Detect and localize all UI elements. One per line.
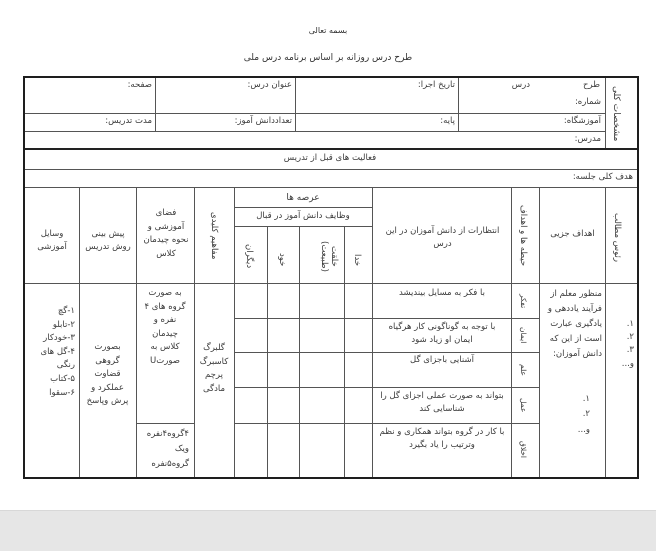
divider: [234, 207, 372, 208]
divider: [25, 148, 637, 150]
partial-goals-text: منظور معلم از فرآیند یاددهی و یادگیری عبارت است از این که دانش آموزان:: [547, 289, 602, 359]
key-concepts: [195, 342, 233, 396]
concept-item: پرچم: [205, 370, 223, 381]
execution-date-label: تاریخ اجرا:: [417, 80, 455, 90]
header-arena-others: دیگران: [244, 243, 254, 269]
divider: [234, 352, 539, 353]
header-domains-goals: حیطه ها و اهداف: [518, 205, 528, 267]
space-line: گروه۵نفره: [151, 458, 189, 469]
bismillah-heading: بسمه تعالی: [308, 26, 348, 35]
number-label: شماره:: [574, 97, 601, 107]
divider: [25, 131, 605, 132]
tool-item: ۳-خودکار: [43, 333, 75, 344]
grade-label: پایه:: [440, 116, 455, 126]
school-label: آموزشگاه:: [563, 116, 601, 126]
header-arena-self: خود: [277, 253, 287, 267]
topic-item: و...: [621, 358, 634, 369]
tool-item: ۲-تابلو: [52, 319, 75, 330]
divider: [458, 78, 459, 131]
divider: [234, 423, 539, 424]
page-title: طرح درس روزانه بر اساس برنامه درس ملی: [243, 53, 413, 63]
goal-item: ۲.: [582, 409, 590, 420]
header-key-concepts: مفاهیم کلیدی: [209, 212, 219, 260]
header-duties: وظایف دانش آموز در قبال: [256, 211, 350, 221]
divider: [234, 387, 539, 388]
method-line: قضاوت: [94, 369, 121, 380]
divider: [234, 318, 539, 319]
teacher-label: مدرس:: [574, 134, 601, 144]
divider: [295, 78, 296, 131]
session-goal-label: هدف کلی جلسه:: [572, 172, 633, 182]
space-line: چیدمان: [152, 328, 178, 339]
header-partial-goals: اهداف جزیی: [550, 229, 595, 239]
domain-action: عمل: [519, 397, 528, 413]
concept-item: مادگی: [202, 383, 226, 394]
concept-item: گلبرگ: [203, 343, 225, 353]
divider: [155, 78, 156, 131]
space-line: کلاس به: [150, 342, 180, 353]
method-line: پرش وپاسخ: [86, 396, 129, 407]
pre-teaching-activities-title: فعالیت های قبل از تدریس: [283, 153, 377, 163]
expectation-row-1: با فکر به مسایل بیندیشد: [398, 288, 486, 298]
topic-item: ۲.: [626, 332, 634, 343]
divider: [511, 187, 512, 477]
domain-faith: ایمان: [519, 326, 528, 344]
tool-item: ۶-سقوا: [49, 387, 75, 398]
divider: [25, 283, 637, 284]
page-label: صفحه:: [127, 80, 152, 90]
teaching-duration-label: مدت تدریس:: [105, 116, 152, 126]
header-arena-god: خدا: [352, 253, 362, 267]
partial-goals-list: [560, 392, 590, 438]
expectation-row-2: با توجه به گوناگونی کار هرگیاه ایمان او زیاد شود: [388, 322, 496, 345]
divider: [136, 423, 194, 424]
domain-knowledge: علم: [519, 364, 528, 376]
method-line: گروهی: [95, 355, 120, 366]
expectation-row-4: بتواند به صورت عملی اجزای گل را شناسایی کند: [380, 391, 504, 414]
concept-item: کاسبرگ: [199, 356, 229, 367]
divider: [194, 187, 195, 477]
topic-item: ۳.: [626, 345, 634, 356]
space-line: صورتU: [150, 355, 180, 366]
tool-item: ۴-گل های: [40, 346, 75, 357]
domain-ethics: اخلاق: [519, 441, 528, 459]
topic-item: ۱.: [626, 319, 634, 329]
header-space: فضای آموزشی و نحوه چیدمان کلاس: [143, 208, 189, 259]
divider: [605, 78, 606, 149]
space-line: نفره و: [153, 315, 177, 326]
space-line: ۴گروه۴نفره: [146, 429, 189, 439]
method-line: بصورت: [94, 342, 121, 352]
expectation-row-3: آشنایی باجزای گل: [410, 355, 474, 365]
tool-item: ۵-کتاب: [50, 373, 75, 384]
lesson-label: درس: [511, 80, 530, 90]
space-line: به صورت: [148, 288, 182, 298]
general-specs-label: مشخصات کلی: [611, 86, 621, 142]
teaching-tools: [27, 305, 75, 400]
divider: [25, 187, 637, 188]
header-topics: رئوس مطالب: [612, 213, 622, 262]
goal-item: و...: [577, 424, 590, 435]
header-tools: وسایل آموزشی: [37, 229, 67, 252]
tool-item: ۱-گچ: [57, 306, 75, 316]
divider: [79, 187, 80, 477]
header-expectations: انتظارات از دانش آموزان در این درس: [385, 226, 500, 249]
header-arenas: عرصه ها: [286, 193, 320, 203]
domain-thinking: تفکر: [519, 293, 528, 309]
lesson-title-label: عنوان درس:: [247, 80, 292, 90]
header-method: پیش بینی روش تدریس: [85, 229, 131, 252]
student-count-label: تعداددانش آموز:: [234, 116, 292, 126]
divider: [25, 113, 605, 114]
viewer-bottom-bar: [0, 510, 656, 551]
header-arena-nature: خلقت (طبیعت): [319, 240, 339, 272]
divider: [234, 187, 235, 477]
space-line: گروه های ۴: [144, 301, 186, 312]
divider: [372, 187, 373, 477]
teaching-method: [80, 341, 135, 409]
expectation-row-5: با کار در گروه بتواند همکاری و نظم وترتیب را یاد بگیرد: [379, 427, 505, 450]
space-line: ویک: [174, 443, 189, 454]
tool-item: رنگی: [56, 360, 75, 371]
goal-item: ۱.: [582, 394, 590, 404]
space-arrangement-bottom: [137, 427, 189, 472]
divider: [234, 226, 372, 227]
topics-list: [606, 318, 634, 371]
divider: [25, 169, 637, 170]
space-arrangement-top: [137, 287, 193, 369]
method-line: عملکرد و: [91, 382, 124, 393]
plan-label: طرح: [583, 80, 600, 90]
